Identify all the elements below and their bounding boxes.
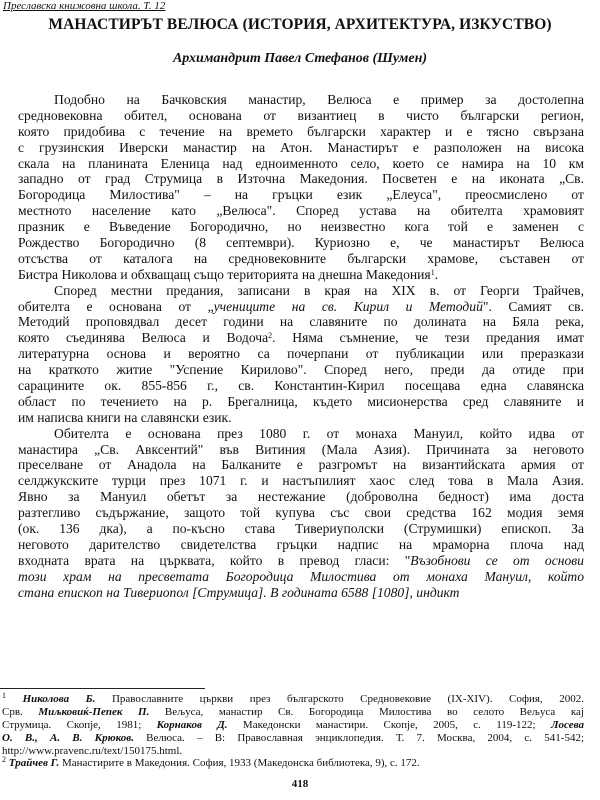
text-line: [18, 140, 584, 156]
text-line: [18, 410, 584, 426]
paragraph: [18, 283, 584, 426]
text-segment: Лосева: [550, 718, 584, 731]
text-segment: О. В., А. В. Крюков.: [2, 731, 134, 744]
text-line: [18, 156, 584, 172]
text-line: [18, 489, 584, 505]
text-segment: област по течението на р. Брегалница, където мисионерства сред славяните и: [18, 393, 584, 409]
footnotes: [2, 693, 584, 770]
paragraph: [18, 92, 584, 283]
text-line: [18, 569, 584, 585]
text-segment: разтегливо съдържание, защото той купува със свои средства 162 модия земя: [18, 505, 584, 521]
article-body: [18, 92, 584, 601]
footnote-ref: 2: [268, 331, 273, 341]
text-line: [18, 553, 584, 569]
text-line: [18, 187, 584, 203]
text-line: [18, 299, 584, 315]
text-line: [18, 521, 584, 537]
footnote-ref: 1: [2, 691, 6, 700]
text-segment: Трайчев Г.: [8, 757, 60, 770]
article-author: Архимандрит Павел Стефанов (Шумен): [172, 51, 428, 66]
text-segment: неговото дарителство свидетелства гръцки надпис на мраморна плоча над: [18, 536, 584, 552]
text-segment: местното население като „Велюса". Според устава на обителта храмовият: [18, 203, 584, 219]
footnote-ref: 1: [430, 267, 435, 277]
text-line: [18, 362, 584, 378]
text-line: [18, 457, 584, 473]
text-segment: Вељуса, манастир Св. Богородица Милостива во селото Вељуса кај: [149, 705, 584, 718]
footnote-line: [2, 706, 584, 719]
text-line: [18, 473, 584, 489]
footnote-line: [2, 757, 584, 770]
text-segment: Николова Б.: [22, 693, 96, 705]
text-segment: литературна основа и вероятно са почерпани от публикации или преразкази: [18, 346, 584, 362]
footnote-ref: 2: [2, 755, 6, 765]
text-segment: . Няма съмнение, че тези предания имат: [272, 330, 584, 346]
text-line: [18, 426, 584, 442]
text-segment: Възобнови се от основи: [410, 552, 584, 568]
footnote-separator: [0, 688, 205, 689]
text-line: [18, 235, 584, 251]
text-line: [18, 251, 584, 267]
text-segment: Манастирите в Македония. София, 1933 (Македонска библиотека, 9), с. 172.: [59, 757, 420, 770]
article-title: МАНАСТИРЪТ ВЕЛЮСА (ИСТОРИЯ, АРХИТЕКТУРА, ИЗКУСТВО): [48, 16, 552, 33]
text-segment: с грузинския Иверски манастир на Атон. Манастирът е разположен на висока: [18, 139, 584, 155]
text-line: [18, 330, 584, 346]
text-line: [18, 378, 584, 394]
text-segment: сарацините ок. 855-856 г., св. Константин-Кирил посещава една славянска: [18, 378, 584, 394]
text-segment: Подобно на Бачковския манастир, Велюса е пример за достолепна: [54, 92, 584, 107]
text-segment: Православните църкви през българското Средновековие (IX-XIV). София, 2002.: [95, 693, 584, 705]
text-line: [18, 442, 584, 458]
text-line: [18, 346, 584, 362]
text-segment: Явно за Мануил обетът за нестежание (доброволна бедност) има доста: [18, 489, 584, 505]
text-segment: празник е Въведение Богородично, но неизвестно кога той е заменен с: [18, 219, 584, 235]
text-segment: [6, 693, 23, 705]
text-segment: обителта е основана от „: [18, 298, 214, 314]
text-segment: Струмица. Скопје, 1981;: [2, 718, 157, 731]
footnote-line: [2, 693, 584, 706]
page-number: 418: [291, 778, 309, 790]
text-line: [18, 394, 584, 410]
text-segment: средновековна обител, основана от византиец в чисто български регион,: [18, 107, 584, 123]
footnote-line: [2, 719, 584, 732]
text-line: [18, 314, 584, 330]
text-segment: ". Самият св.: [482, 298, 584, 314]
text-line: [18, 537, 584, 553]
paragraph: [18, 426, 584, 601]
text-segment: им написва книги на славянски език.: [18, 409, 232, 425]
footnote-line: [2, 732, 584, 745]
text-segment: Обителта е основана през 1080 г. от монаха Мануил, който идва от: [54, 425, 584, 441]
text-segment: която придобива с течение на времето български характер и е тясно свързана: [18, 123, 584, 139]
text-segment: Бистра Николова и обхващащ също територията на днешна Македония: [18, 266, 431, 282]
text-line: [18, 283, 584, 299]
text-line: [18, 171, 584, 187]
text-segment: която съединява Велюса и Водоча: [18, 330, 269, 346]
text-segment: входната врата на църквата, който в превод гласи: ": [18, 552, 411, 568]
text-line: [18, 585, 584, 601]
text-segment: западно от град Струмица в Източна Македония. Посветен е на иконата „Св.: [18, 171, 584, 187]
text-segment: Рождество Богородично (8 септември). Куриозно е, че манастирът Велюса: [18, 235, 584, 251]
text-segment: отсъства от каталога на средновековните български храмове, съставен от: [18, 250, 584, 266]
text-line: [18, 124, 584, 140]
text-line: [18, 505, 584, 521]
text-segment: стана епископ на Тивериопол [Струмица]. В годината 6588 [1080], индикт: [18, 584, 460, 600]
running-head: Преславска книжовна школа. Т. 12: [3, 0, 166, 12]
text-segment: Според местни предания, записани в края на XIX в. от Георги Трайчев,: [54, 282, 584, 298]
text-segment: манастира „Св. Авксентий" във Витиния (Мала Азия). Причината за неговото: [18, 441, 584, 457]
text-segment: .: [434, 266, 439, 282]
text-line: [18, 108, 584, 124]
text-line: [18, 203, 584, 219]
text-segment: Македонски манастири. Скопје, 2005, с. 119-122;: [227, 718, 551, 731]
text-line: [18, 267, 584, 283]
text-segment: този храм на пресветата Богородица Милостива от монаха Мануил, който: [18, 568, 584, 584]
text-segment: Срв.: [2, 705, 39, 718]
text-segment: Миљковиќ-Пепек П.: [38, 705, 150, 718]
text-segment: http://www.pravenc.ru/text/150175.html.: [2, 744, 183, 757]
text-segment: (ок. 136 дка), а по-късно става Тивериуполски (Струмишки) епископ. За: [18, 521, 584, 537]
text-segment: селджукските турци през 1071 г. и настъпилият хаос след това в Мала Азия.: [18, 473, 584, 489]
text-segment: Корнаков Д.: [156, 718, 228, 731]
text-line: [18, 92, 584, 108]
text-segment: Велюса. – В: Православная энциклопедия. Т. 7. Москва, 2004, с. 541-542;: [133, 731, 585, 744]
text-segment: учениците на св. Кирил и Методий: [213, 298, 483, 314]
text-segment: скала на планината Еленица над едноименното село, което се намира на 10 км: [18, 155, 584, 171]
text-segment: Богородица Милостива" – на гръцки език „Елеуса", преосмислено от: [18, 187, 584, 203]
text-segment: преселване от Анадола на Балканите е разгромът на византийската армия от: [18, 457, 584, 473]
text-segment: Методий проповядвал десет години на славяните по долината на Бяла река,: [18, 314, 584, 330]
text-segment: на краткото житие "Успение Кирилово". Според него, преди да отиде при: [18, 362, 584, 378]
text-line: [18, 219, 584, 235]
footnote-line: [2, 745, 584, 758]
